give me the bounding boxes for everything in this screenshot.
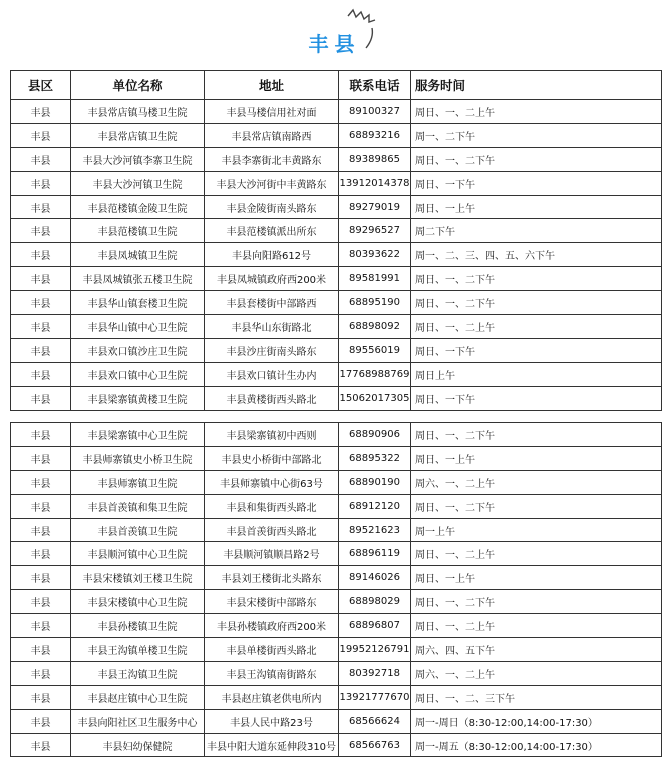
county-cell: 丰县	[11, 123, 71, 147]
service-time-cell: 周日、一、二下午	[411, 291, 662, 315]
table-row	[11, 123, 662, 147]
phone-cell: 13912014378	[339, 171, 411, 195]
unit-name-cell: 丰县王沟镇卫生院	[71, 661, 205, 685]
county-cell: 丰县	[11, 685, 71, 709]
table-row	[11, 267, 662, 291]
table-row	[11, 243, 662, 267]
table-row	[11, 446, 662, 470]
unit-name-cell: 丰县妇幼保健院	[71, 733, 205, 757]
address-cell: 丰县套楼街中部路西	[205, 291, 339, 315]
county-cell: 丰县	[11, 423, 71, 447]
unit-name-cell: 丰县王沟镇单楼卫生院	[71, 638, 205, 662]
county-cell: 丰县	[11, 518, 71, 542]
table-row	[11, 195, 662, 219]
address-cell: 丰县宋楼街中部路东	[205, 590, 339, 614]
table-row	[11, 590, 662, 614]
unit-name-cell: 丰县范楼镇金陵卫生院	[71, 195, 205, 219]
unit-name-cell: 丰县梁寨镇中心卫生院	[71, 423, 205, 447]
address-cell: 丰县人民中路23号	[205, 709, 339, 733]
county-cell: 丰县	[11, 733, 71, 757]
address-cell: 丰县范楼镇派出所东	[205, 219, 339, 243]
table-row	[11, 614, 662, 638]
service-time-cell: 周六、一、二上午	[411, 470, 662, 494]
address-cell: 丰县孙楼镇政府西200米	[205, 614, 339, 638]
address-cell: 丰县和集街西头路北	[205, 494, 339, 518]
table-row	[11, 147, 662, 171]
unit-name-cell: 丰县宋楼镇刘王楼卫生院	[71, 566, 205, 590]
county-cell: 丰县	[11, 661, 71, 685]
header-phone: 联系电话	[339, 71, 411, 100]
address-cell: 丰县华山东街路北	[205, 315, 339, 339]
unit-name-cell: 丰县首羡镇和集卫生院	[71, 494, 205, 518]
phone-cell: 68895322	[339, 446, 411, 470]
county-cell: 丰县	[11, 291, 71, 315]
county-cell: 丰县	[11, 638, 71, 662]
unit-name-cell: 丰县宋楼镇中心卫生院	[71, 590, 205, 614]
service-time-cell: 周日、一上午	[411, 446, 662, 470]
county-cell: 丰县	[11, 542, 71, 566]
county-cell: 丰县	[11, 195, 71, 219]
page-title: 丰县	[308, 32, 361, 56]
phone-cell: 68566624	[339, 709, 411, 733]
unit-name-cell: 丰县华山镇套楼卫生院	[71, 291, 205, 315]
unit-name-cell: 丰县华山镇中心卫生院	[71, 315, 205, 339]
address-cell: 丰县金陵街南头路东	[205, 195, 339, 219]
address-cell: 丰县向阳路612号	[205, 243, 339, 267]
county-cell: 丰县	[11, 315, 71, 339]
phone-cell: 89146026	[339, 566, 411, 590]
table-row	[11, 518, 662, 542]
county-cell: 丰县	[11, 338, 71, 362]
service-time-cell: 周一-周五（8:30-12:00,14:00-17:30）	[411, 733, 662, 757]
service-time-cell: 周日、一、二下午	[411, 590, 662, 614]
address-cell: 丰县王沟镇南街路东	[205, 661, 339, 685]
table-row	[11, 661, 662, 685]
phone-cell: 89279019	[339, 195, 411, 219]
address-cell: 丰县史小桥街中部路北	[205, 446, 339, 470]
address-cell: 丰县黄楼街西头路北	[205, 386, 339, 410]
address-cell: 丰县常店镇南路西	[205, 123, 339, 147]
phone-cell: 15062017305	[339, 386, 411, 410]
phone-cell: 68896807	[339, 614, 411, 638]
service-time-cell: 周日、一下午	[411, 338, 662, 362]
address-cell: 丰县马楼信用社对面	[205, 100, 339, 124]
county-cell: 丰县	[11, 470, 71, 494]
county-cell: 丰县	[11, 386, 71, 410]
table-row	[11, 100, 662, 124]
unit-name-cell: 丰县大沙河镇卫生院	[71, 171, 205, 195]
service-time-cell: 周日、一、二上午	[411, 315, 662, 339]
address-cell: 丰县刘王楼街北头路东	[205, 566, 339, 590]
phone-cell: 68898029	[339, 590, 411, 614]
phone-cell: 80392718	[339, 661, 411, 685]
address-cell: 丰县师寨镇中心街63号	[205, 470, 339, 494]
unit-name-cell: 丰县师寨镇卫生院	[71, 470, 205, 494]
unit-name-cell: 丰县顺河镇中心卫生院	[71, 542, 205, 566]
address-cell: 丰县首羡街西头路北	[205, 518, 339, 542]
table-row	[11, 470, 662, 494]
table-header-row	[11, 71, 662, 100]
unit-name-cell: 丰县首羡镇卫生院	[71, 518, 205, 542]
unit-name-cell: 丰县凤城镇张五楼卫生院	[71, 267, 205, 291]
phone-cell: 68566763	[339, 733, 411, 757]
service-time-cell: 周一-周日（8:30-12:00,14:00-17:30）	[411, 709, 662, 733]
service-time-cell: 周日、一、二上午	[411, 100, 662, 124]
table-row	[11, 709, 662, 733]
phone-cell: 80393622	[339, 243, 411, 267]
unit-name-cell: 丰县师寨镇史小桥卫生院	[71, 446, 205, 470]
county-cell: 丰县	[11, 590, 71, 614]
service-time-cell: 周二下午	[411, 219, 662, 243]
service-time-cell: 周一上午	[411, 518, 662, 542]
address-cell: 丰县大沙河街中丰黄路东	[205, 171, 339, 195]
unit-name-cell: 丰县常店镇马楼卫生院	[71, 100, 205, 124]
phone-cell: 68912120	[339, 494, 411, 518]
service-time-cell: 周一、二、三、四、五、六下午	[411, 243, 662, 267]
service-time-cell: 周六、四、五下午	[411, 638, 662, 662]
service-time-cell: 周日、一、二下午	[411, 423, 662, 447]
unit-name-cell: 丰县大沙河镇李寨卫生院	[71, 147, 205, 171]
title-block	[0, 14, 669, 64]
table-row	[11, 542, 662, 566]
unit-name-cell: 丰县欢口镇中心卫生院	[71, 362, 205, 386]
table-row	[11, 638, 662, 662]
unit-name-cell: 丰县凤城镇卫生院	[71, 243, 205, 267]
unit-name-cell: 丰县范楼镇卫生院	[71, 219, 205, 243]
unit-name-cell: 丰县向阳社区卫生服务中心	[71, 709, 205, 733]
county-cell: 丰县	[11, 362, 71, 386]
clinic-table-part2	[10, 422, 662, 757]
county-cell: 丰县	[11, 267, 71, 291]
table-row	[11, 566, 662, 590]
table-row	[11, 291, 662, 315]
phone-cell: 68890190	[339, 470, 411, 494]
unit-name-cell: 丰县孙楼镇卫生院	[71, 614, 205, 638]
header-unit-name: 单位名称	[71, 71, 205, 100]
table-row	[11, 219, 662, 243]
phone-cell: 17768988769	[339, 362, 411, 386]
county-cell: 丰县	[11, 147, 71, 171]
address-cell: 丰县梁寨镇初中西则	[205, 423, 339, 447]
table-row	[11, 386, 662, 410]
table-row	[11, 315, 662, 339]
unit-name-cell: 丰县欢口镇沙庄卫生院	[71, 338, 205, 362]
county-cell: 丰县	[11, 446, 71, 470]
table-row	[11, 362, 662, 386]
service-time-cell: 周日、一、二、三下午	[411, 685, 662, 709]
address-cell: 丰县凤城镇政府西200米	[205, 267, 339, 291]
phone-cell: 89521623	[339, 518, 411, 542]
county-cell: 丰县	[11, 100, 71, 124]
table-row	[11, 494, 662, 518]
phone-cell: 68890906	[339, 423, 411, 447]
table-row	[11, 423, 662, 447]
unit-name-cell: 丰县赵庄镇中心卫生院	[71, 685, 205, 709]
service-time-cell: 周日、一上午	[411, 566, 662, 590]
county-cell: 丰县	[11, 566, 71, 590]
service-time-cell: 周日、一、二上午	[411, 542, 662, 566]
service-time-cell: 周日、一、二下午	[411, 494, 662, 518]
county-cell: 丰县	[11, 171, 71, 195]
phone-cell: 68893216	[339, 123, 411, 147]
service-time-cell: 周日、一、二下午	[411, 267, 662, 291]
phone-cell: 13921777670	[339, 685, 411, 709]
header-county: 县区	[11, 71, 71, 100]
address-cell: 丰县赵庄镇老供电所内	[205, 685, 339, 709]
unit-name-cell: 丰县梁寨镇黄楼卫生院	[71, 386, 205, 410]
address-cell: 丰县李寨街北丰黄路东	[205, 147, 339, 171]
table-row	[11, 685, 662, 709]
address-cell: 丰县顺河镇顺昌路2号	[205, 542, 339, 566]
service-time-cell: 周日、一、二上午	[411, 614, 662, 638]
phone-cell: 68896119	[339, 542, 411, 566]
service-time-cell: 周日、一下午	[411, 386, 662, 410]
table-row	[11, 733, 662, 757]
table-row	[11, 338, 662, 362]
county-cell: 丰县	[11, 614, 71, 638]
table-row	[11, 171, 662, 195]
phone-cell: 89100327	[339, 100, 411, 124]
service-time-cell: 周一、二下午	[411, 123, 662, 147]
phone-cell: 19952126791	[339, 638, 411, 662]
county-cell: 丰县	[11, 709, 71, 733]
service-time-cell: 周日、一下午	[411, 171, 662, 195]
header-service-time: 服务时间	[411, 71, 662, 100]
county-cell: 丰县	[11, 219, 71, 243]
unit-name-cell: 丰县常店镇卫生院	[71, 123, 205, 147]
phone-cell: 89296527	[339, 219, 411, 243]
phone-cell: 89581991	[339, 267, 411, 291]
header-address: 地址	[205, 71, 339, 100]
phone-cell: 68898092	[339, 315, 411, 339]
phone-cell: 89556019	[339, 338, 411, 362]
county-cell: 丰县	[11, 494, 71, 518]
address-cell: 丰县欢口镇计生办内	[205, 362, 339, 386]
address-cell: 丰县沙庄街南头路东	[205, 338, 339, 362]
service-time-cell: 周日、一上午	[411, 195, 662, 219]
clinic-table-part1	[10, 70, 662, 411]
county-cell: 丰县	[11, 243, 71, 267]
address-cell: 丰县中阳大道东延伸段310号	[205, 733, 339, 757]
phone-cell: 68895190	[339, 291, 411, 315]
address-cell: 丰县单楼街西头路北	[205, 638, 339, 662]
service-time-cell: 周六、一、二上午	[411, 661, 662, 685]
service-time-cell: 周日上午	[411, 362, 662, 386]
service-time-cell: 周日、一、二下午	[411, 147, 662, 171]
phone-cell: 89389865	[339, 147, 411, 171]
